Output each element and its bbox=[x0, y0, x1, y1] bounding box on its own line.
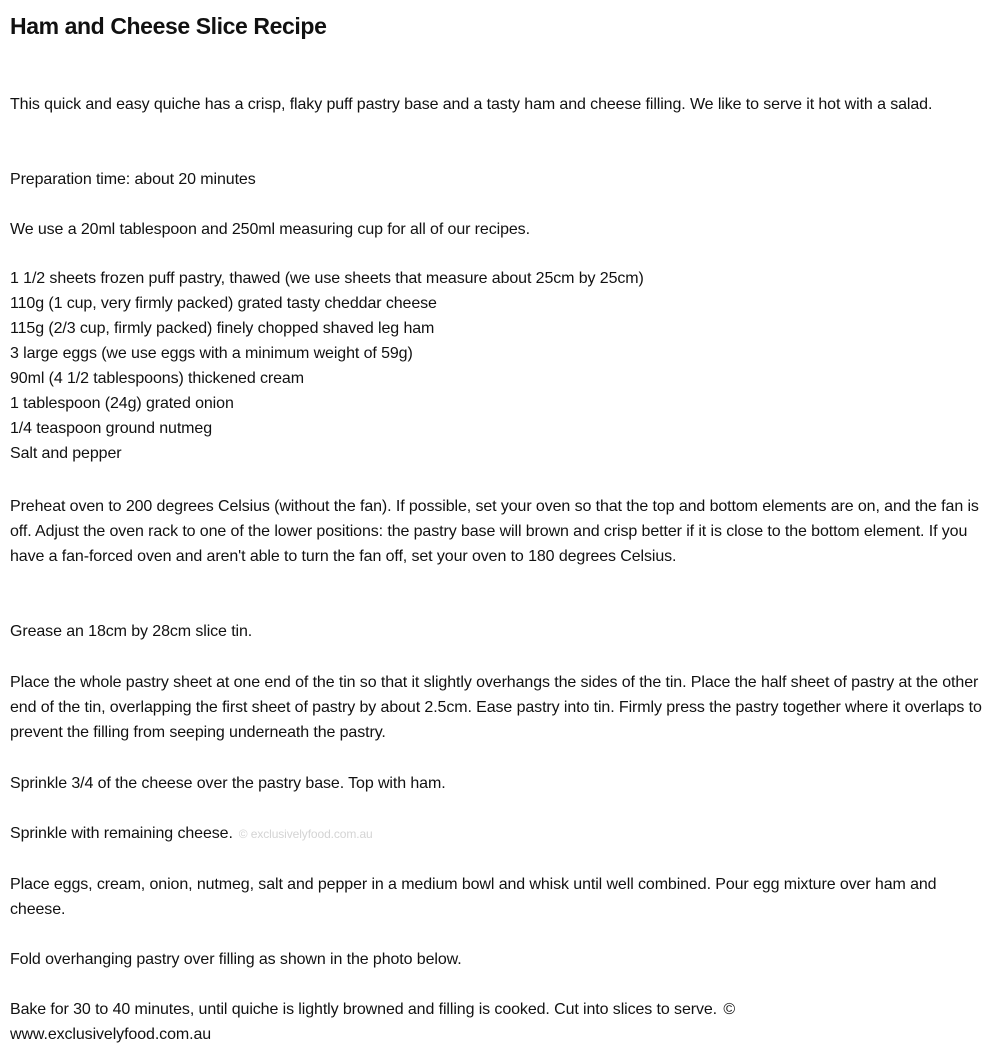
recipe-title: Ham and Cheese Slice Recipe bbox=[10, 13, 327, 39]
ingredient-item: 1 1/2 sheets frozen puff pastry, thawed (we use sheets that measure about 25cm by 25cm) bbox=[10, 270, 644, 287]
ingredient-item: 90ml (4 1/2 tablespoons) thickened cream bbox=[10, 370, 304, 387]
intro-text: This quick and easy quiche has a crisp, flaky puff pastry base and a tasty ham and cheese filling. We like to serve it hot with a salad. bbox=[10, 96, 933, 113]
step-sprinkle-remaining-text: Sprinkle with remaining cheese. bbox=[10, 825, 233, 842]
ingredients-list bbox=[10, 266, 992, 466]
watermark-text: © exclusivelyfood.com.au bbox=[238, 827, 373, 841]
step-grease: Grease an 18cm by 28cm slice tin. bbox=[10, 623, 253, 640]
step-whisk: Place eggs, cream, onion, nutmeg, salt and pepper in a medium bowl and whisk until well combined. Pour egg mixture over ham and cheese. bbox=[10, 876, 937, 918]
ingredient-item: 110g (1 cup, very firmly packed) grated tasty cheddar cheese bbox=[10, 295, 437, 312]
website-text: www.exclusivelyfood.com.au bbox=[10, 1026, 212, 1043]
step-place-pastry: Place the whole pastry sheet at one end of the tin so that it slightly overhangs the sides of the tin. Place the half sheet of pastry at the other end of the tin, overlapping the first sheet of pastry by about 2.5cm. Ease pastry into tin. Firmly press the pastry together where it overlaps to prevent the filling from seeping underneath the pastry. bbox=[10, 674, 982, 741]
measure-note: We use a 20ml tablespoon and 250ml measuring cup for all of our recipes. bbox=[10, 221, 530, 238]
step-bake bbox=[10, 997, 992, 1047]
step-sprinkle-cheese: Sprinkle 3/4 of the cheese over the pastry base. Top with ham. bbox=[10, 775, 446, 792]
prep-time: Preparation time: about 20 minutes bbox=[10, 171, 256, 188]
ingredient-item: 1/4 teaspoon ground nutmeg bbox=[10, 420, 213, 437]
ingredient-item: Salt and pepper bbox=[10, 445, 122, 462]
ingredient-item: 1 tablespoon (24g) grated onion bbox=[10, 395, 234, 412]
copyright-icon: © bbox=[723, 1001, 736, 1018]
step-preheat: Preheat oven to 200 degrees Celsius (without the fan). If possible, set your oven so that the top and bottom elements are on, and the fan is off. Adjust the oven rack to one of the lower positions: the pastry base will brown and crisp better if it is close to the bottom element. If you have a fan-forced oven and aren't able to turn the fan off, set your oven to 180 degrees Celsius. bbox=[10, 498, 979, 565]
step-sprinkle-remaining bbox=[10, 821, 992, 847]
ingredient-item: 115g (2/3 cup, firmly packed) finely chopped shaved leg ham bbox=[10, 320, 435, 337]
ingredient-item: 3 large eggs (we use eggs with a minimum weight of 59g) bbox=[10, 345, 413, 362]
step-fold: Fold overhanging pastry over filling as shown in the photo below. bbox=[10, 951, 462, 968]
step-bake-text: Bake for 30 to 40 minutes, until quiche is lightly browned and filling is cooked. Cut into slices to serve. bbox=[10, 1001, 718, 1018]
